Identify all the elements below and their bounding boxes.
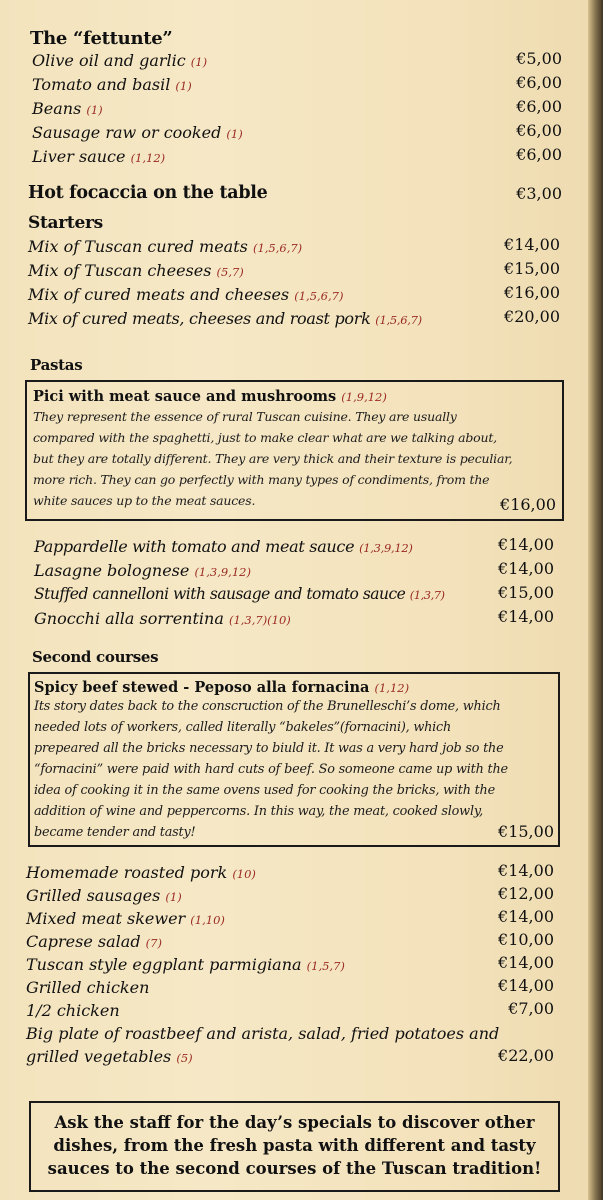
menu-item: [32, 99, 103, 118]
item-name: Tomato and basil: [32, 75, 171, 94]
featured-pasta-header: [33, 386, 387, 405]
item-name: Stuffed cannelloni with sausage and tomato sauce: [34, 585, 406, 603]
item-allergens: (1): [226, 127, 243, 141]
item-price: €15,00: [498, 583, 554, 602]
item-price: €15,00: [498, 822, 554, 841]
item-allergens: (1): [165, 890, 182, 904]
item-allergens: (1): [175, 79, 192, 93]
item-name: Beans: [32, 99, 82, 118]
specials-notice-text: [31, 1111, 558, 1180]
description-line: compared with the spaghetti, just to make clear what are we talking about,: [33, 430, 497, 445]
item-price: €14,00: [498, 953, 554, 972]
description-line: addition of wine and peppercorns. In this way, the meat, cooked slowly,: [34, 804, 484, 819]
item-price: €14,00: [498, 559, 554, 578]
item-allergens: (1,5,6,7): [252, 241, 303, 255]
item-name: Olive oil and garlic: [32, 51, 186, 70]
description-line: more rich. They can go perfectly with many types of condiments, from the: [33, 472, 490, 487]
item-name: Grilled chicken: [26, 978, 150, 997]
item-name: Mix of cured meats, cheeses and roast pork: [28, 309, 371, 328]
item-name: Gnocchi alla sorrentina: [34, 609, 224, 628]
notice-line: dishes, from the fresh pasta with different and tasty: [53, 1136, 536, 1155]
item-allergens: (1,10): [190, 913, 225, 927]
item-name: Mix of Tuscan cheeses: [28, 261, 212, 280]
item-price: €5,00: [516, 49, 562, 68]
menu-item: [28, 285, 343, 304]
menu-item: [28, 309, 422, 328]
featured-second-description: [34, 696, 556, 843]
menu-item: [34, 561, 251, 580]
menu-item: [28, 261, 244, 280]
item-allergens: (1,3,7)(10): [228, 613, 291, 627]
item-price: €6,00: [516, 73, 562, 92]
item-price: €16,00: [504, 283, 560, 302]
item-price: €6,00: [516, 97, 562, 116]
item-price: €15,00: [504, 259, 560, 278]
section-title-starters: Starters: [28, 213, 103, 233]
description-line: “fornacini” were paid with hard cuts of beef. So someone came up with the: [34, 762, 508, 777]
item-allergens: (5): [176, 1051, 193, 1065]
page-edge-shadow: [588, 0, 603, 1200]
item-price: €14,00: [498, 861, 554, 880]
menu-item: [26, 886, 182, 905]
description-line: They represent the essence of rural Tuscan cuisine. They are usually: [33, 409, 457, 424]
item-price: €14,00: [498, 535, 554, 554]
menu-item-line-2: [26, 1047, 193, 1066]
menu-item: [34, 585, 445, 603]
item-allergens: (1,5,6,7): [294, 289, 344, 303]
description-line: Its story dates back to the conscruction of the Brunelleschi’s dome, which: [34, 699, 501, 714]
menu-item: [34, 609, 291, 628]
menu-item: [26, 863, 256, 882]
item-price: €6,00: [516, 121, 562, 140]
section-title-fettunte: The “fettunte”: [30, 28, 173, 49]
notice-line: Ask the staff for the day’s specials to discover other: [54, 1113, 535, 1132]
featured-pasta-box: [25, 380, 564, 521]
menu-item: [26, 909, 225, 928]
item-price: €7,00: [508, 999, 554, 1018]
featured-second-name: Spicy beef stewed - Peposo alla fornacina: [34, 679, 370, 696]
menu-item: [32, 147, 165, 166]
item-allergens: (1,5,7): [306, 959, 345, 973]
item-name: Tuscan style eggplant parmigiana: [26, 955, 302, 974]
menu-item: [26, 978, 149, 997]
description-line: became tender and tasty!: [34, 825, 196, 840]
item-allergens: (1,3,7): [409, 588, 445, 602]
item-name: 1/2 chicken: [26, 1001, 120, 1020]
item-allergens: (1,12): [130, 151, 166, 165]
menu-item: [26, 932, 162, 951]
item-price: €6,00: [516, 145, 562, 164]
item-price: €3,00: [516, 184, 562, 203]
item-allergens: (1,3,9,12): [194, 565, 251, 579]
menu-item: [26, 1001, 120, 1020]
featured-second-header: [34, 677, 409, 696]
menu-item: [32, 51, 207, 70]
notice-line: sauces to the second courses of the Tuscan tradition!: [47, 1159, 542, 1178]
description-line: prepeared all the bricks necessary to biuld it. It was a very hard job so the: [34, 741, 504, 756]
item-name: grilled vegetables: [26, 1047, 172, 1066]
item-name: Grilled sausages: [26, 886, 161, 905]
menu-item: [26, 955, 345, 974]
item-price: €12,00: [498, 884, 554, 903]
item-price: €20,00: [504, 307, 560, 326]
item-name: Mix of Tuscan cured meats: [28, 237, 248, 256]
item-allergens: (1,5,6,7): [375, 313, 422, 327]
item-name: Lasagne bolognese: [34, 561, 190, 580]
menu-item-line-1: Big plate of roastbeef and arista, salad, fried potatoes and: [26, 1024, 500, 1043]
item-price: €22,00: [498, 1046, 554, 1065]
item-allergens: (1,12): [374, 681, 410, 695]
focaccia-heading: Hot focaccia on the table: [28, 183, 268, 203]
item-allergens: (7): [145, 936, 162, 950]
item-price: €14,00: [504, 235, 560, 254]
item-name: Mix of cured meats and cheeses: [28, 285, 290, 304]
menu-item: [32, 75, 192, 94]
description-line: needed lots of workers, called literally “bakeles”(fornacini), which: [34, 720, 452, 735]
item-price: €14,00: [498, 907, 554, 926]
menu-item: [34, 537, 413, 556]
item-price: €16,00: [500, 495, 556, 514]
description-line: but they are totally different. They are very thick and their texture is peculiar,: [33, 451, 513, 466]
item-name: Sausage raw or cooked: [32, 123, 222, 142]
item-price: €10,00: [498, 930, 554, 949]
item-allergens: (5,7): [216, 265, 244, 279]
item-allergens: (1,3,9,12): [359, 541, 413, 555]
menu-item: [28, 237, 302, 256]
item-name: Caprese salad: [26, 932, 141, 951]
item-price: €14,00: [498, 607, 554, 626]
item-name: Liver sauce: [32, 147, 126, 166]
section-title-second-courses: Second courses: [32, 648, 159, 666]
item-price: €14,00: [498, 976, 554, 995]
item-name: Pappardelle with tomato and meat sauce: [34, 537, 355, 556]
featured-pasta-name: Pici with meat sauce and mushrooms: [33, 388, 337, 405]
description-line: white sauces up to the meat sauces.: [33, 493, 256, 508]
featured-second-box: [28, 672, 560, 847]
item-allergens: (10): [232, 867, 256, 881]
item-allergens: (1): [190, 55, 208, 69]
item-name: Homemade roasted pork: [26, 863, 228, 882]
specials-notice-box: [29, 1101, 560, 1192]
item-allergens: (1): [86, 103, 103, 117]
description-line: idea of cooking it in the same ovens used for cooking the bricks, with the: [34, 783, 495, 798]
menu-item: [32, 123, 243, 142]
item-name: Mixed meat skewer: [26, 909, 186, 928]
item-allergens: (1,9,12): [341, 390, 387, 404]
section-title-pastas: Pastas: [30, 356, 83, 374]
